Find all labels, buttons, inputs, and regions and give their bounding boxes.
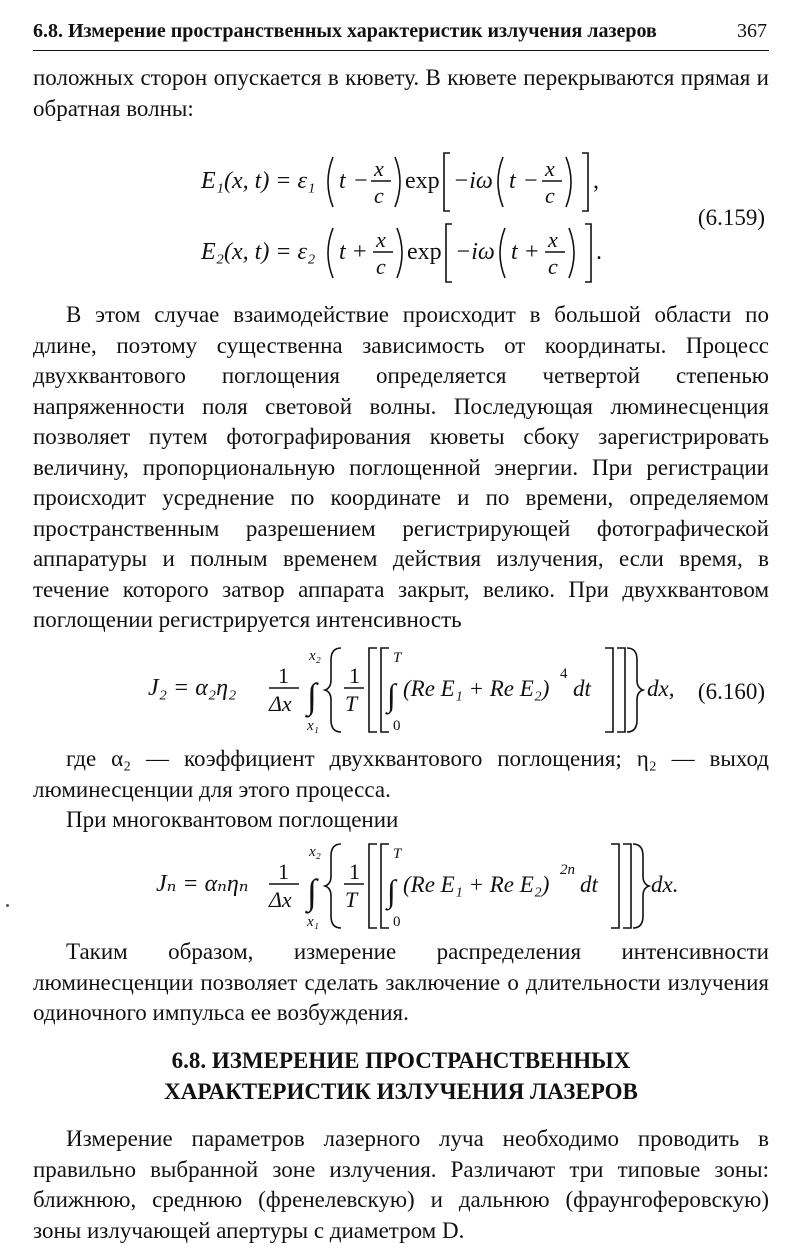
eq2-bracket-close <box>585 224 591 282</box>
eq2-inner-frac-x: x <box>548 227 558 252</box>
eq1-inner-paren-close <box>566 157 571 207</box>
equation-number-6-160: (6.160) <box>697 679 765 704</box>
eq1-paren-open <box>328 157 333 207</box>
eq2-inner-plus: + <box>525 239 539 265</box>
eq160-frac-one: 1 <box>278 663 289 688</box>
eqn-integral-t: ∫ <box>387 873 396 909</box>
section-heading-line2: ХАРАКТЕРИСТИК ИЗЛУЧЕНИЯ ЛАЗЕРОВ <box>164 1079 638 1104</box>
eq2-plus: + <box>353 239 367 265</box>
eqn-lower-limit-x1: x₁ <box>307 914 319 930</box>
eqn-inner-frac-one: 1 <box>349 859 360 884</box>
eqn-upper-limit-T: T <box>393 846 402 862</box>
eqn-lhs: Jₙ = αₙηₙ <box>156 871 249 897</box>
eq1-frac-x: x <box>374 156 384 181</box>
equation-number-6-159: (6.159) <box>697 205 765 230</box>
eq2-frac-c: c <box>376 254 386 279</box>
eq2-exp: exp <box>407 239 442 265</box>
eqn-upper-limit-x2: x₂ <box>309 844 321 860</box>
page-number: 367 <box>737 20 767 42</box>
eq2-inner-t: t <box>511 239 518 265</box>
eq160-upper-limit-x2: x₂ <box>309 648 321 664</box>
eq2-period: . <box>596 239 602 265</box>
equation-multiphoton <box>33 836 769 931</box>
eqn-integrand: (Re E₁ + Re E₂) <box>403 872 550 897</box>
eq1-t: t <box>339 168 346 194</box>
scan-speck <box>6 904 9 907</box>
eqn-dx: dx. <box>651 872 679 897</box>
eq1-inner-t: t <box>509 168 516 194</box>
eq1-inner-paren-open <box>498 157 503 207</box>
eq160-dx: dx, <box>647 676 675 701</box>
eq160-lower-limit-zero: 0 <box>393 718 401 734</box>
equation-6-159 <box>33 143 769 293</box>
intro-paragraph: положных сторон опускается в кювету. В кювете перекрываются прямая и обратная волны: <box>33 65 769 121</box>
eq160-bracket-outer-close <box>617 648 625 732</box>
eq1-inner-frac-c: c <box>545 183 555 208</box>
eq1-comma: , <box>593 168 599 194</box>
eq1-minus-i-omega: −iω <box>453 168 493 194</box>
running-header-title: 6.8. Измерение пространственных характеристик излучения лазеров <box>33 20 657 42</box>
section-heading <box>33 1045 769 1107</box>
eqn-inner-frac-T: T <box>345 887 358 912</box>
eq2-t: t <box>339 239 346 265</box>
eq160-inner-frac-one: 1 <box>349 663 360 688</box>
equation-6-160 <box>33 640 769 735</box>
eqn-brace-open <box>325 844 341 928</box>
eq160-dt: dt <box>573 676 591 701</box>
equation-6-159-svg <box>33 143 769 293</box>
eq2-inner-paren-close <box>569 228 574 278</box>
eq2-inner-frac-c: c <box>548 254 558 279</box>
eqn-bracket-inner-close <box>611 844 619 928</box>
paragraph-multiphoton: При многоквантовом поглощении <box>66 807 399 832</box>
eq1-bracket-close <box>582 153 588 211</box>
eqn-frac-one: 1 <box>278 859 289 884</box>
eq1-exp: exp <box>405 168 440 194</box>
eqn-frac-delta-x: Δx <box>269 887 292 912</box>
eq2-paren-open <box>328 228 333 278</box>
eq1-frac-c: c <box>374 183 384 208</box>
eq2-lhs: E₂(x, t) = ε₂ <box>201 239 316 265</box>
eqn-bracket-outer-close <box>623 844 631 928</box>
eq160-integrand: (Re E₁ + Re E₂) <box>403 676 550 701</box>
eqn-lower-limit-zero: 0 <box>393 914 401 930</box>
eq160-integral-t: ∫ <box>387 677 396 713</box>
eqn-power: 2n <box>560 862 575 878</box>
equation-6-160-svg <box>33 640 769 735</box>
paragraph-zones: Измерение параметров лазерного луча необходимо проводить в правильно выбранной зоне излучения. Различают три типовые зоны: ближнюю, среднюю (френелевскую) и дальнюю (фраунгоферовскую) зоны излучающей апертуры с диаметром D. <box>33 1126 769 1243</box>
eq160-inner-frac-T: T <box>345 691 358 716</box>
eqn-bracket-outer-open <box>369 844 377 928</box>
paragraph-two-photon: В этом случае взаимодействие происходит в большой области по длине, поэтому существенна зависимость от координаты. Процесс двухквантового поглощения определяется четвертой степенью напряженности поля световой волны. Последующая люминесценция позволяет путем фотографирования кюветы сбоку зарегистрировать величину, пропорциональную поглощенной энергии. При регистрации происходит усреднение по координате и по времени, определяемом пространственным разрешением регистрирующей фотографической аппаратуры и полным временем действия излучения, если время, в течение которого затвор аппарата закрыт, велико. При двухквантовом поглощении регистрируется интенсивность <box>33 302 769 632</box>
eq160-brace-open <box>325 648 341 732</box>
section-heading-line1: 6.8. ИЗМЕРЕНИЕ ПРОСТРАНСТВЕННЫХ <box>171 1048 631 1073</box>
eq2-frac-x: x <box>376 227 386 252</box>
eq160-power: 4 <box>560 666 568 682</box>
eqn-brace-close <box>633 844 649 928</box>
eq2-inner-paren-open <box>500 228 505 278</box>
eqn-integral-x: ∫ <box>307 872 317 912</box>
eq1-inner-minus: − <box>524 168 538 194</box>
equation-multiphoton-svg <box>33 836 769 931</box>
running-header <box>33 14 769 51</box>
eq160-frac-delta-x: Δx <box>269 691 292 716</box>
eqn-dt: dt <box>580 872 598 897</box>
eq2-bracket-open <box>446 224 452 282</box>
eq160-bracket-outer-open <box>369 648 377 732</box>
eq1-inner-frac-x: x <box>545 156 555 181</box>
eq160-lhs: J₂ = α₂η₂ <box>148 675 237 701</box>
eq160-upper-limit-T: T <box>393 650 402 666</box>
eq2-minus-i-omega: −iω <box>455 239 495 265</box>
eq2-paren-close <box>397 228 402 278</box>
eq160-bracket-inner-close <box>605 648 613 732</box>
eq1-bracket-open <box>444 153 450 211</box>
eq1-minus: − <box>354 168 368 194</box>
paragraph-coefficients: где α₂ — коэффициент двухквантового поглощения; η₂ — выход люминесценции для этого процесса. <box>33 746 769 802</box>
paragraph-conclusion: Таким образом, измерение распределения интенсивности люминесценции позволяет сделать заключение о длительности излучения одиночного импульса ее возбуждения. <box>33 939 769 1025</box>
eq160-lower-limit-x1: x₁ <box>307 718 319 734</box>
eq1-lhs: E₁(x, t) = ε₁ <box>201 168 316 194</box>
eq1-paren-close <box>395 157 400 207</box>
eq160-brace-close <box>627 648 643 732</box>
eq160-integral-x: ∫ <box>307 676 317 716</box>
